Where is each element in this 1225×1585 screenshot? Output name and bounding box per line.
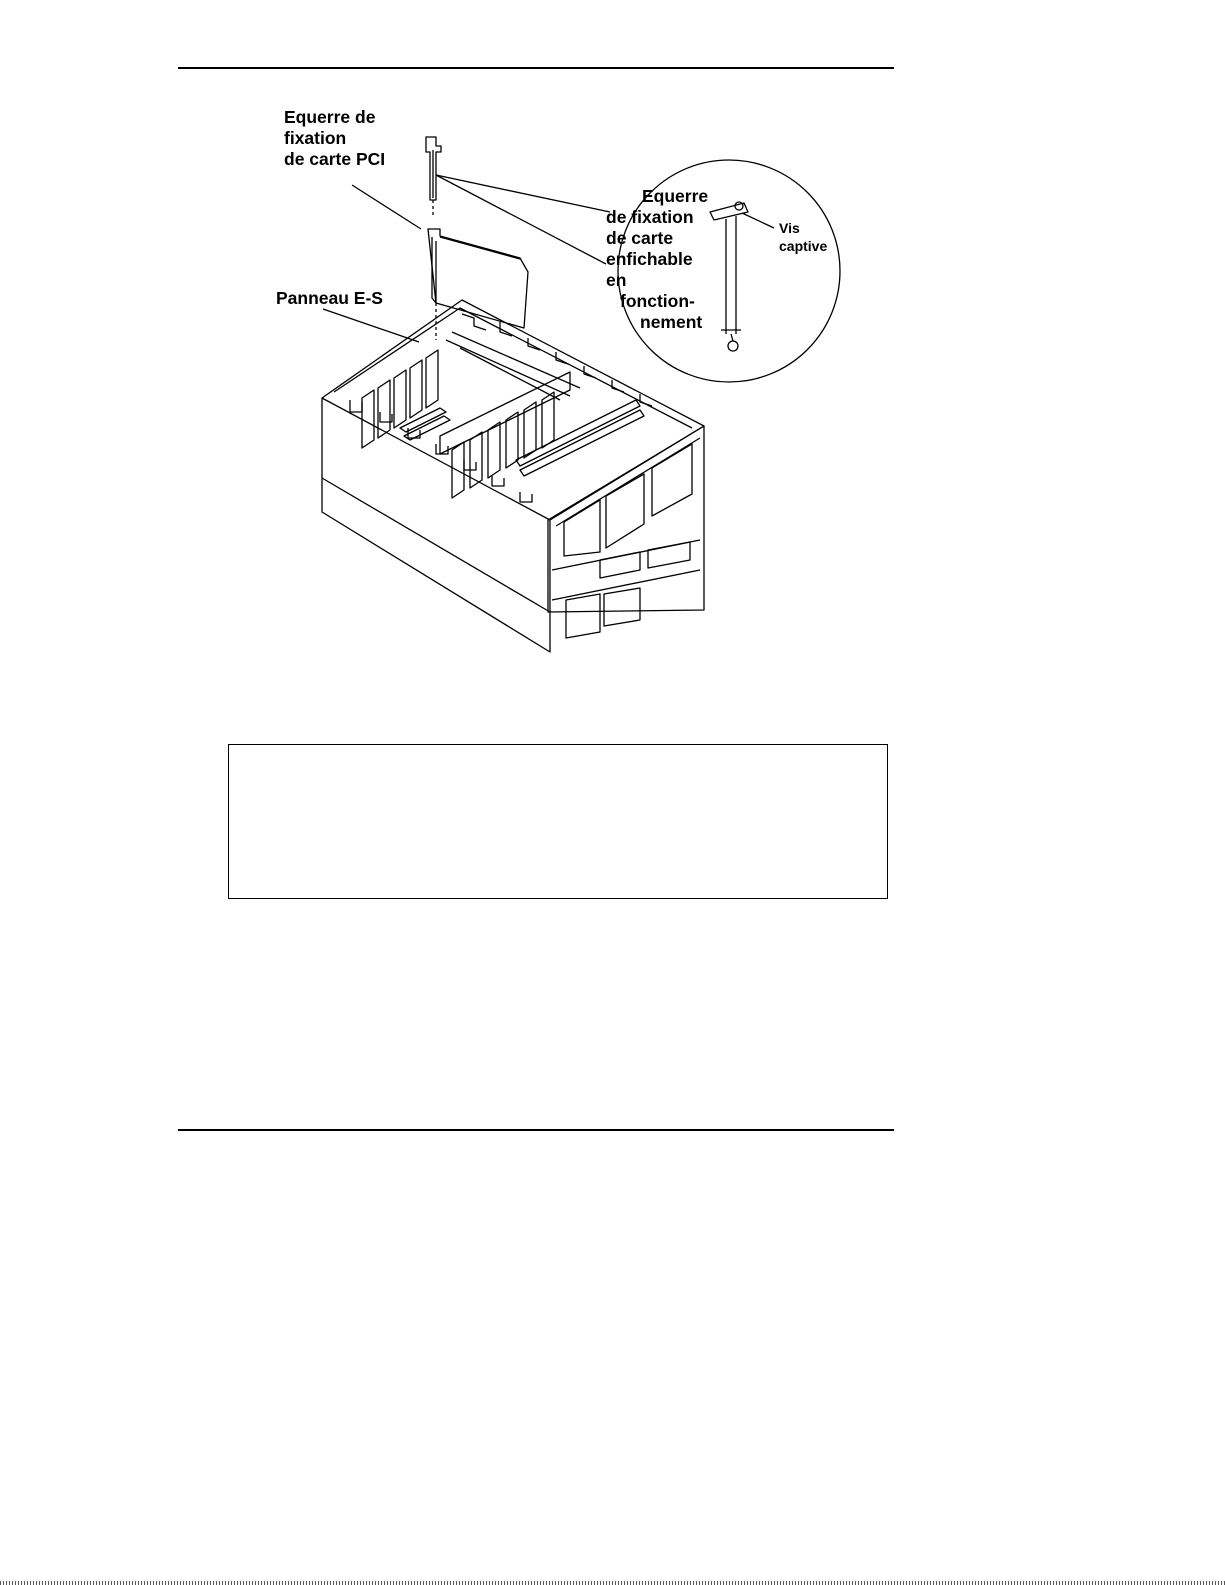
label-line: Vis [779, 220, 800, 236]
server-chassis-drawing [322, 300, 704, 652]
note-box [228, 744, 888, 899]
label-line: Equerre de [284, 107, 376, 127]
label-line: captive [779, 238, 828, 254]
label-line: Equerre [642, 186, 709, 206]
label-line: nement [640, 312, 703, 332]
label-line: de fixation [606, 207, 694, 227]
label-line: fonction- [620, 291, 695, 311]
label-line: fixation [284, 128, 347, 148]
label-line: de carte [606, 228, 674, 248]
scan-edge-artifact [0, 1581, 1225, 1585]
io-panel-label: Panneau E-S [276, 288, 383, 308]
footer-rule [178, 1129, 894, 1131]
pci-bracket-label [284, 107, 385, 170]
pci-bracket-installation-figure [0, 0, 1225, 700]
label-line: en [606, 270, 627, 290]
captive-screw-label [779, 219, 827, 255]
pci-card-drawing [428, 229, 528, 340]
label-line: enfichable [606, 249, 693, 269]
hotplug-bracket-label [606, 186, 708, 333]
label-line: de carte PCI [284, 149, 386, 169]
